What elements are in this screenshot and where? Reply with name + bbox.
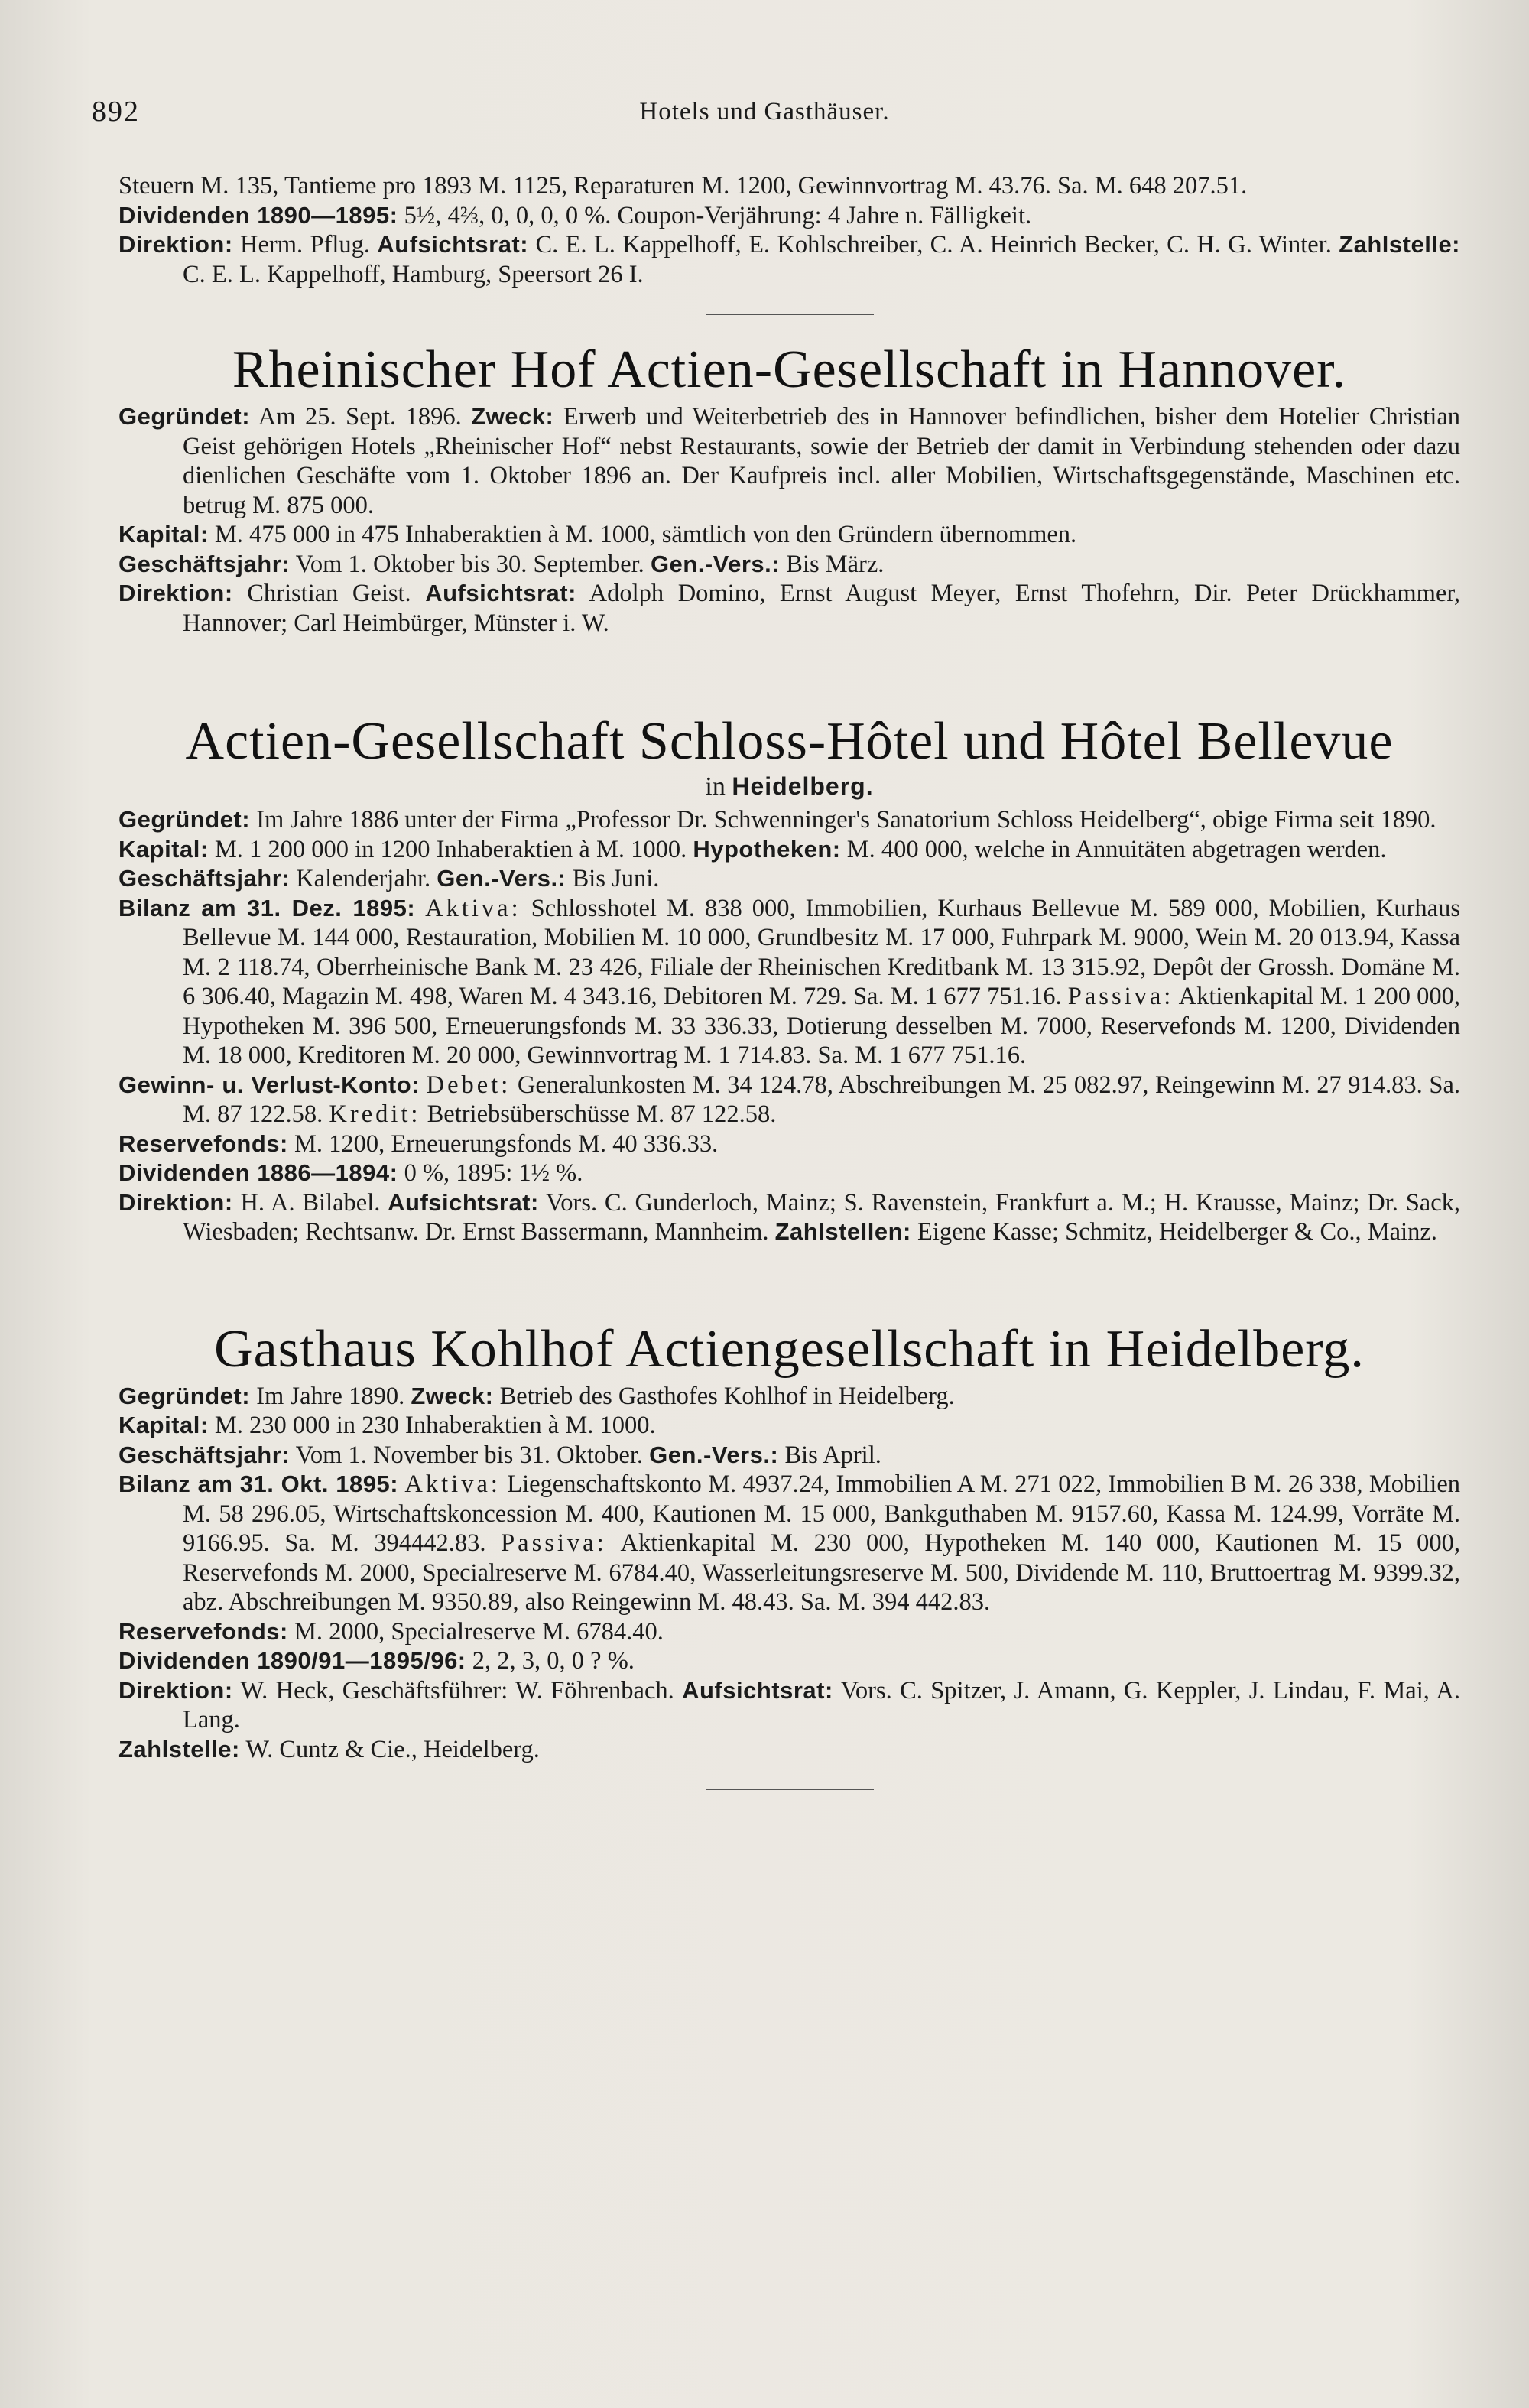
field-label: Dividenden 1886—1894: <box>118 1159 398 1186</box>
field-value: Generalunkosten M. 34 124.78, Abschreibungen M. 25 082.97, Reingewinn M. 27 914.83. Sa. M. 87 122.58. <box>183 1071 1461 1128</box>
field-label: Geschäftsjahr: <box>118 550 291 577</box>
field-label: Reservefonds: <box>118 1617 288 1645</box>
field-label: Gen.-Vers.: <box>650 550 781 577</box>
field-value: M. 475 000 in 475 Inhaberaktien à M. 1000, sämtlich von den Gründern übernommen. <box>214 521 1077 548</box>
field-label: Geschäftsjahr: <box>118 1441 291 1468</box>
field-label: Dividenden 1890—1895: <box>118 201 398 229</box>
field-value: 2, 2, 3, 0, 0 ? %. <box>472 1647 635 1675</box>
field-label: Aufsichtsrat: <box>388 1188 539 1216</box>
entry-paragraph <box>118 230 1460 289</box>
page-header <box>0 95 1529 141</box>
entry-paragraph <box>118 550 1460 580</box>
field-value: C. E. L. Kappelhoff, Hamburg, Speersort 26 I. <box>183 260 644 288</box>
field-label: Reservefonds: <box>118 1129 288 1157</box>
section-spacer <box>118 1247 1460 1318</box>
field-value: W. Heck, Geschäftsführer: W. Föhrenbach. <box>240 1676 674 1704</box>
entry-paragraph <box>118 835 1460 865</box>
kredit-label: Kredit: <box>329 1100 421 1128</box>
entry-paragraph <box>118 1441 1460 1470</box>
aktiva-label: Aktiva: <box>425 894 521 922</box>
company-title: Actien-Gesellschaft Schloss-Hôtel und Hôtel Bellevue <box>185 712 1394 771</box>
passiva-label: Passiva: <box>501 1529 607 1557</box>
field-value: Bis Juni. <box>572 865 660 892</box>
field-value: Kalenderjahr. <box>296 865 431 892</box>
field-value: Im Jahre 1890. <box>256 1382 405 1410</box>
field-value: M. 400 000, welche in Annuitäten abgetragen werden. <box>846 835 1387 863</box>
field-value: Vom 1. Oktober bis 30. September. <box>295 550 644 578</box>
field-label: Bilanz am 31. Dez. 1895: <box>118 894 416 921</box>
field-label: Gen.-Vers.: <box>649 1441 779 1468</box>
entry-paragraph <box>118 579 1460 638</box>
field-label: Gen.-Vers.: <box>437 865 566 892</box>
field-value: Vors. C. Gunderloch, Mainz; S. Ravenstein, Frankfurt a. M.; H. Krausse, Mainz; Dr. Sack, Wiesbaden; Rechtsanw. Dr. Ernst Bassermann, Mannheim. <box>183 1188 1460 1246</box>
entry-paragraph <box>118 201 1460 231</box>
field-label: Gegründet: <box>118 1382 251 1409</box>
entry-paragraph <box>118 402 1460 520</box>
field-value: 0 %, 1895: 1½ %. <box>404 1159 583 1187</box>
subtitle-city: Heidelberg. <box>732 772 874 800</box>
page-content <box>118 171 1460 1813</box>
entry-paragraph <box>118 1470 1460 1617</box>
field-value: Schlosshotel M. 838 000, Immobilien, Kurhaus Bellevue M. 589 000, Mobilien, Kurhaus Bellevue M. 144 000, Restauration, Mobilien M. 10 000, Grundbesitz M. 17 000, Fuhrpark M. 9000, Wein M. 20 013.94, Kassa M. 2 118.74, Oberrheinische Bank M. 23 426, Filiale der Rheinischen Kreditbank M. 13 315.92, Depôt der Grossh. Domäne M. 6 306.40, Magazin M. 498, Waren M. 4 343.16, Debitoren M. 729. Sa. M. 1 677 751.16. <box>183 894 1461 1010</box>
field-label: Zahlstelle: <box>118 1735 240 1763</box>
field-label: Kapital: <box>118 835 209 863</box>
passiva-label: Passiva: <box>1067 983 1174 1010</box>
entry-paragraph <box>118 1676 1460 1735</box>
entry-rheinischer-hof <box>118 338 1460 638</box>
entry-paragraph <box>118 520 1460 550</box>
field-value: Liegenschaftskonto M. 4937.24, Immobilien A M. 271 022, Immobilien B M. 26 338, Mobilien M. 58 296.05, Wirtschaftskoncession M. 400, Kautionen M. 15 000, Bankguthaben M. 9157.60, Kassa M. 124.99, Vorräte M. 9166.95. Sa. M. 394442.83. <box>183 1470 1461 1557</box>
field-label: Aufsichtsrat: <box>377 231 529 258</box>
company-subtitle <box>118 771 1460 802</box>
field-label: Direktion: <box>118 1188 233 1216</box>
field-value: Betrieb des Gasthofes Kohlhof in Heidelberg. <box>499 1382 955 1410</box>
field-label: Kapital: <box>118 1412 209 1438</box>
entry-paragraph <box>118 171 1460 201</box>
field-value: Christian Geist. <box>247 580 411 607</box>
field-value: Bis April. <box>784 1441 881 1469</box>
section-spacer <box>118 638 1460 710</box>
field-label: Zahlstelle: <box>1339 231 1461 258</box>
field-label: Geschäftsjahr: <box>118 865 291 892</box>
field-value: Bis März. <box>786 550 885 578</box>
field-label: Direktion: <box>118 1676 233 1704</box>
field-value: Vors. C. Spitzer, J. Amann, G. Keppler, J. Lindau, F. Mai, A. Lang. <box>183 1676 1461 1734</box>
field-label: Gegründet: <box>118 806 251 833</box>
aktiva-label: Aktiva: <box>404 1470 501 1498</box>
field-value: Am 25. Sept. 1896. <box>258 403 462 431</box>
field-label: Bilanz am 31. Okt. 1895: <box>118 1470 399 1497</box>
subtitle-prefix: in <box>705 772 726 801</box>
entry-paragraph <box>118 1735 1460 1765</box>
field-label: Kapital: <box>118 521 209 548</box>
field-label: Direktion: <box>118 580 233 606</box>
entry-paragraph <box>118 1617 1460 1647</box>
field-value: Aktienkapital M. 230 000, Hypotheken M. 140 000, Kautionen M. 15 000, Reservefonds M. 2000, Specialreserve M. 6784.40, Wasserleitungsreserve M. 500, Dividende M. 110, Bruttoertrag M. 9399.32, abz. Abschreibungen M. 9350.89, also Reingewinn M. 48.43. Sa. M. 394 442.83. <box>183 1529 1460 1616</box>
field-value: M. 1 200 000 in 1200 Inhaberaktien à M. 1000. <box>214 835 687 863</box>
entry-paragraph <box>118 805 1460 835</box>
field-value: Herm. Pflug. <box>240 231 371 258</box>
field-label: Hypotheken: <box>693 835 841 863</box>
field-value: Adolph Domino, Ernst August Meyer, Ernst Thofehrn, Dir. Peter Drückhammer, Hannover; Carl Heimbürger, Münster i. W. <box>183 580 1461 637</box>
field-value: Erwerb und Weiterbetrieb des in Hannover befindlichen, bisher dem Hotelier Christian Geist gehörigen Hotels „Rheinischer Hof“ nebst Restaurants, sowie der Betrieb der damit in Verbindung stehenden oder dazu dienlichen Geschäfte vom 1. Oktober 1896 an. Der Kaufpreis incl. aller Mobilien, Wirtschaftsgegenstände, Maschinen etc. betrug M. 875 000. <box>183 403 1461 519</box>
entry-continued <box>118 171 1460 289</box>
entry-paragraph <box>118 1382 1460 1412</box>
entry-paragraph <box>118 1071 1460 1129</box>
debet-label: Debet: <box>426 1071 511 1099</box>
field-value: Betriebsüberschüsse M. 87 122.58. <box>427 1100 777 1128</box>
field-label: Zahlstellen: <box>774 1218 911 1245</box>
section-divider <box>706 1789 874 1790</box>
entry-paragraph <box>118 1646 1460 1676</box>
field-value: M. 2000, Specialreserve M. 6784.40. <box>294 1617 664 1646</box>
field-value: M. 1200, Erneuerungsfonds M. 40 336.33. <box>294 1129 719 1158</box>
running-title: Hotels und Gasthäuser. <box>639 98 890 125</box>
field-value: W. Cuntz & Cie., Heidelberg. <box>245 1735 540 1763</box>
entry-paragraph <box>118 1129 1460 1159</box>
field-value: Eigene Kasse; Schmitz, Heidelberger & Co., Mainz. <box>917 1218 1437 1246</box>
field-label: Direktion: <box>118 231 233 258</box>
field-label: Aufsichtsrat: <box>425 580 576 606</box>
field-value: Vom 1. November bis 31. Oktober. <box>295 1441 643 1469</box>
field-value: Im Jahre 1886 unter der Firma „Professor Dr. Schwenninger's Sanatorium Schloss Heidelberg“, obige Firma seit 1890. <box>256 806 1436 834</box>
field-label: Aufsichtsrat: <box>682 1676 833 1704</box>
entry-paragraph <box>118 1188 1460 1247</box>
field-value: 5½, 4⅔, 0, 0, 0, 0 %. Coupon-Verjährung: 4 Jahre n. Fälligkeit. <box>404 201 1032 229</box>
field-label: Gewinn- u. Verlust-Konto: <box>118 1071 420 1098</box>
section-divider <box>706 314 874 315</box>
page-number: 892 <box>92 96 140 128</box>
entry-paragraph <box>118 1411 1460 1441</box>
continued-text: Steuern M. 135, Tantieme pro 1893 M. 1125, Reparaturen M. 1200, Gewinnvortrag M. 43.76. Sa. M. 648 207.51. <box>118 172 1248 200</box>
entry-paragraph <box>118 1159 1460 1188</box>
field-label: Zweck: <box>471 403 554 430</box>
entry-kohlhof <box>118 1318 1460 1765</box>
field-value: Aktienkapital M. 1 200 000, Hypotheken M. 396 500, Erneuerungsfonds M. 33 336.33, Dotierung desselben M. 7000, Reservefonds M. 1200, Dividenden M. 18 000, Kreditoren M. 20 000, Gewinnvortrag M. 1 714.83. Sa. M. 1 677 751.16. <box>183 983 1460 1069</box>
company-title: Rheinischer Hof Actien-Gesellschaft in Hannover. <box>232 340 1347 399</box>
field-label: Gegründet: <box>118 403 251 430</box>
entry-paragraph <box>118 864 1460 894</box>
field-value: H. A. Bilabel. <box>240 1188 381 1217</box>
entry-paragraph <box>118 894 1460 1071</box>
entry-schloss-hotel <box>118 710 1460 1247</box>
field-label: Zweck: <box>411 1382 494 1409</box>
company-title: Gasthaus Kohlhof Actiengesellschaft in Heidelberg. <box>214 1319 1365 1379</box>
field-value: C. E. L. Kappelhoff, E. Kohlschreiber, C. A. Heinrich Becker, C. H. G. Winter. <box>535 231 1332 258</box>
field-value: M. 230 000 in 230 Inhaberaktien à M. 1000. <box>214 1412 656 1439</box>
field-label: Dividenden 1890/91—1895/96: <box>118 1647 466 1674</box>
